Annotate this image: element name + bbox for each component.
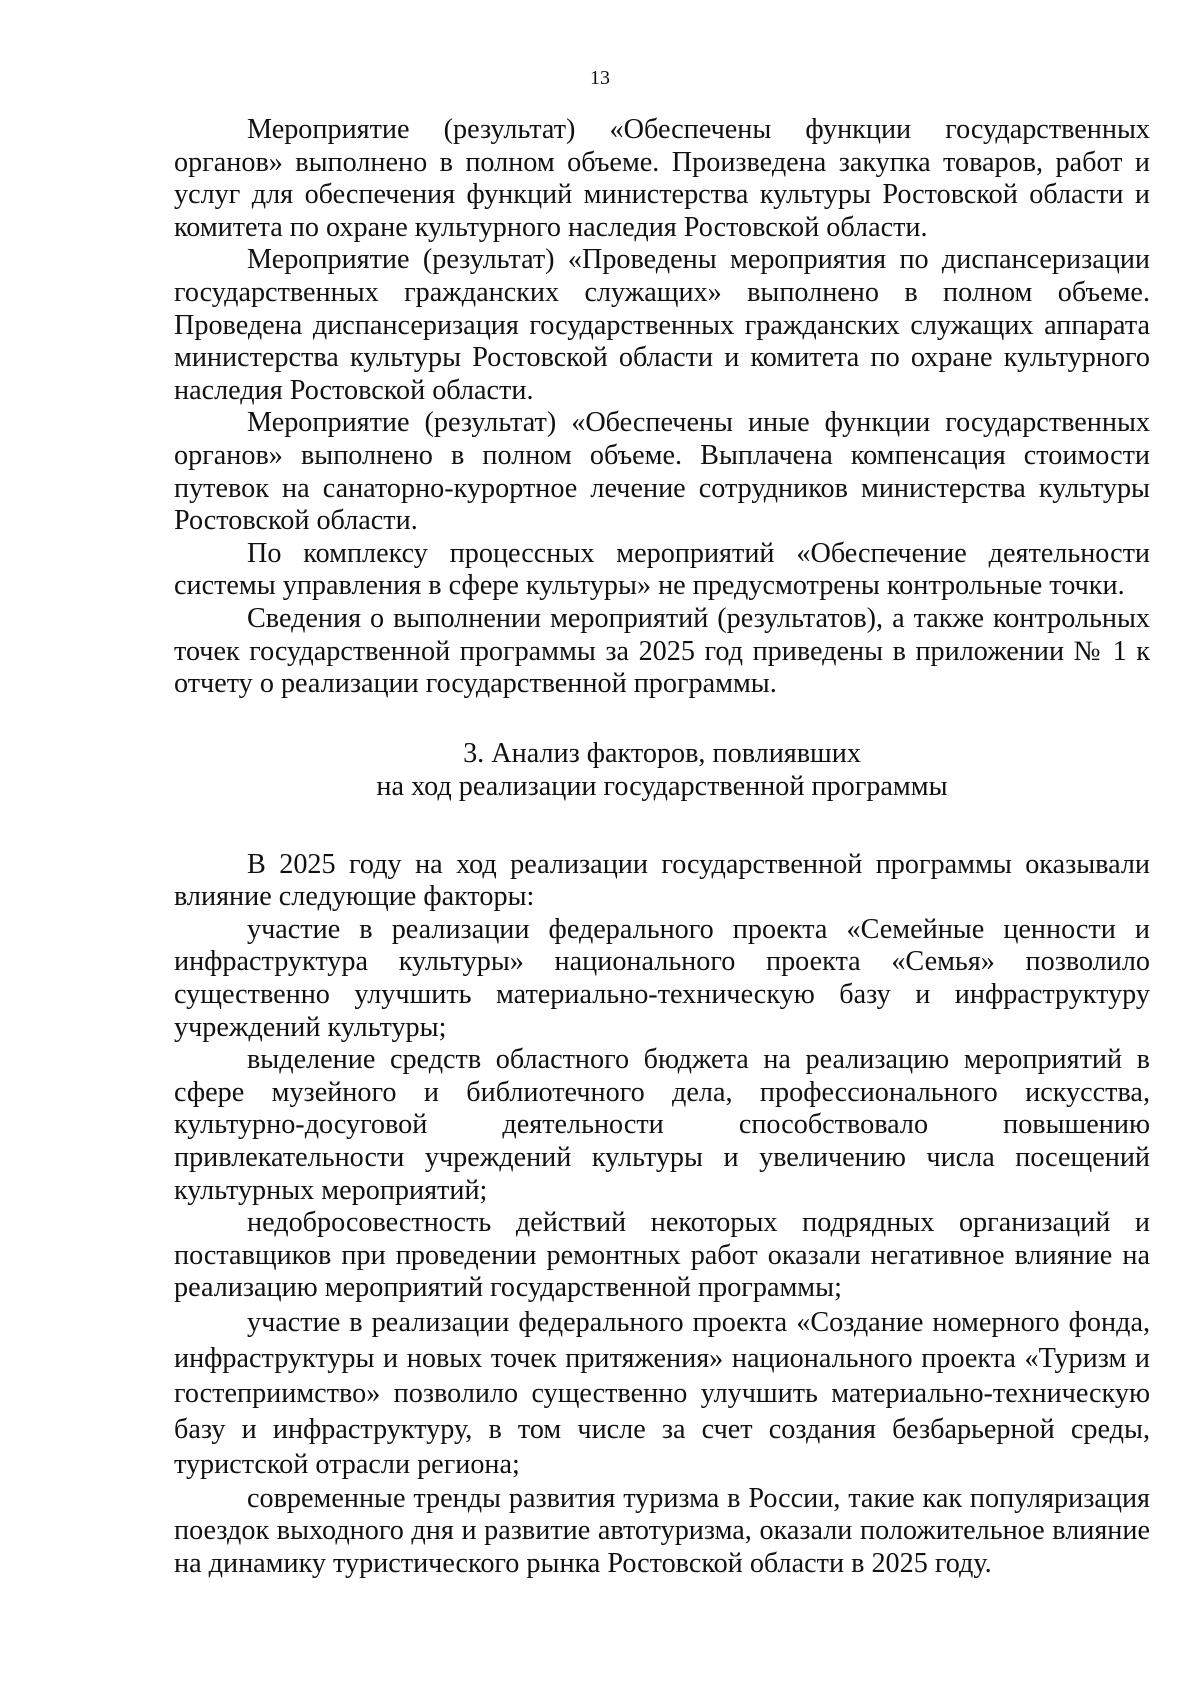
list-item: современные тренды развития туризма в России, такие как популяризация поездок выходного дня и развитие автотуризма, оказали положительное влияние на динамику туристического рынка Ростовской области в 2025 году. — [174, 1482, 1150, 1579]
paragraph: Мероприятие (результат) «Обеспечены функции государственных органов» выполнено в полном объеме. Произведена закупка товаров, работ и услуг для обеспечения функций министерства культуры Ростовской области и комитета по охране культурного наследия Ростовской области. — [174, 114, 1150, 243]
section-heading — [174, 737, 1150, 803]
list-item: участие в реализации федерального проекта «Создание номерного фонда, инфраструктуры и новых точек притяжения» национального проекта «Туризм и гостеприимство» позволило существенно улучшить материально-техническую базу и инфраструктуру, в том числе за счет создания безбарьерной среды, туристской отрасли региона; — [174, 1307, 1150, 1480]
paragraph: Мероприятие (результат) «Обеспечены иные функции государственных органов» выполнено в полном объеме. Выплачена компенсация стоимости путевок на санаторно-курортное лечение сотрудников министерства культуры Ростовской области. — [174, 407, 1150, 537]
paragraph: По комплексу процессных мероприятий «Обеспечение деятельности системы управления в сфере культуры» не предусмотрены контрольные точки. — [174, 537, 1150, 602]
paragraph: Сведения о выполнении мероприятий (результатов), а также контрольных точек государственной программы за 2025 год приведены в приложении № 1 к отчету о реализации государственной программы. — [174, 602, 1150, 700]
page-number: 13 — [590, 67, 610, 89]
document-body — [174, 114, 1150, 1580]
list-item: выделение средств областного бюджета на реализацию мероприятий в сфере музейного и библиотечного дела, профессионального искусства, культурно-досуговой деятельности способствовало повышению привлекательности учреждений культуры и увеличению числа посещений культурных мероприятий; — [174, 1044, 1150, 1206]
section-heading-line: 3. Анализ факторов, повлиявших — [463, 737, 861, 769]
paragraph: В 2025 году на ход реализации государственной программы оказывали влияние следующие факторы: — [174, 848, 1150, 913]
section-heading-line: на ход реализации государственной программы — [376, 770, 948, 802]
paragraph: Мероприятие (результат) «Проведены мероприятия по диспансеризации государственных гражданских служащих» выполнено в полном объеме. Проведена диспансеризация государственных гражданских служащих аппарата министерства культуры Ростовской области и комитета по охране культурного наследия Ростовской области. — [174, 244, 1150, 406]
list-item: недобросовестность действий некоторых подрядных организаций и поставщиков при проведении ремонтных работ оказали негативное влияние на реализацию мероприятий государственной программы; — [174, 1207, 1150, 1304]
list-item: участие в реализации федерального проекта «Семейные ценности и инфраструктура культуры» национального проекта «Семья» позволило существенно улучшить материально-техническую базу и инфраструктуру учреждений культуры; — [174, 913, 1150, 1043]
